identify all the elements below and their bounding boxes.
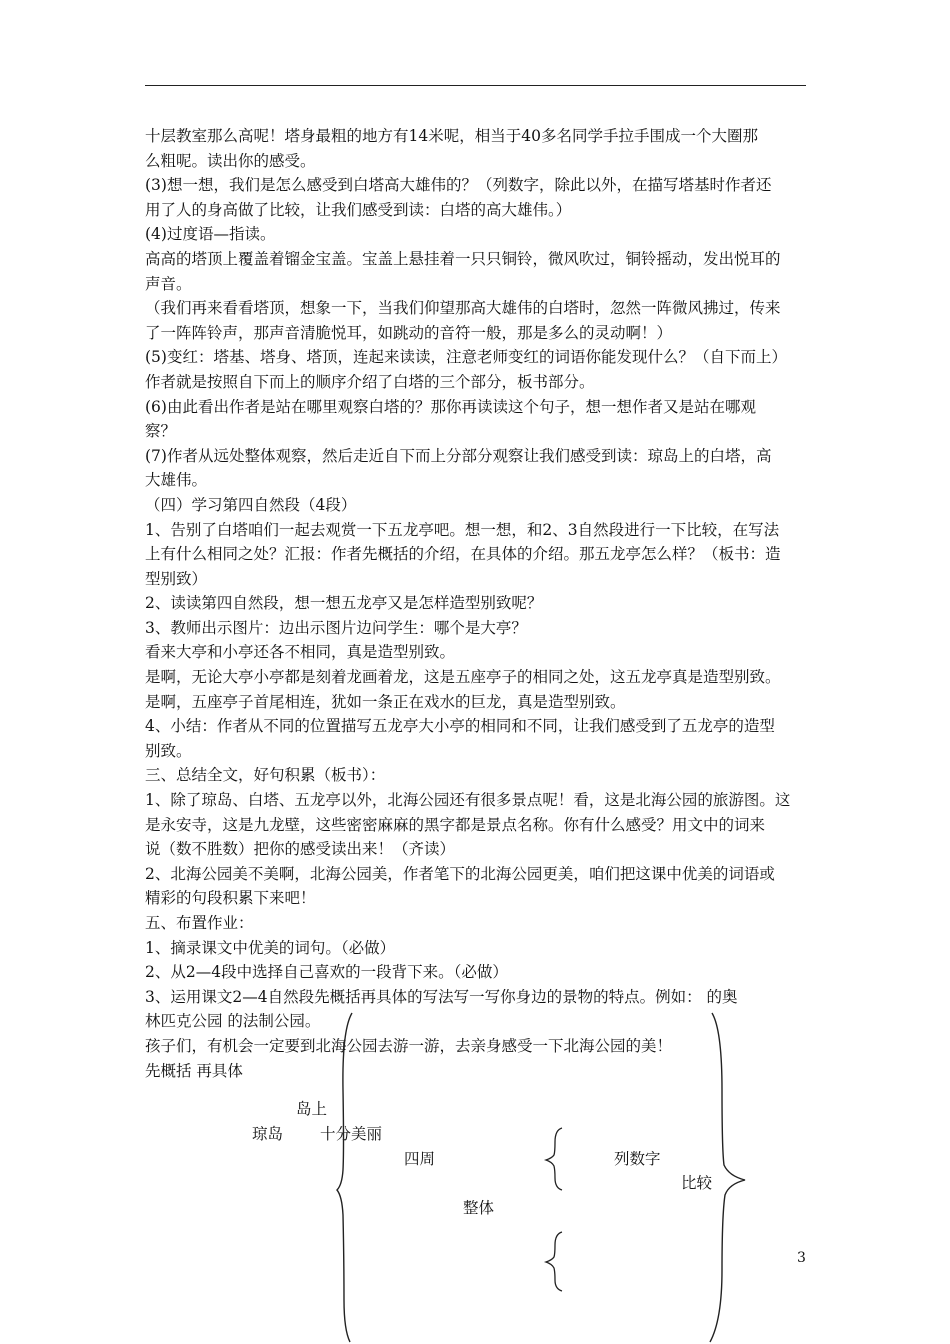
- text-line: 1、摘录课文中优美的词句。（必做）: [145, 938, 396, 957]
- text-line: 2、从2—4段中选择自己喜欢的一段背下来。（必做）: [145, 963, 508, 982]
- text-line: 高高的塔顶上覆盖着镏金宝盖。宝盖上悬挂着一只只铜铃，微风吹过，铜铃摇动，发出悦耳的: [145, 249, 781, 268]
- label-lie-shu-zi: 列数字: [614, 1150, 661, 1168]
- text-line: 1、告别了白塔咱们一起去观赏一下五龙亭吧。想一想，和2、3自然段进行一下比较，在写法: [145, 520, 780, 539]
- text-line: 别致。: [145, 741, 192, 760]
- text-line: 精彩的句段积累下来吧！: [145, 889, 316, 908]
- small-brace-lower: [546, 1232, 562, 1291]
- text-line: 先概括 再具体: [145, 1061, 243, 1080]
- text-line: (7)作者从远处整体观察，然后走近自下而上分部分观察让我们感受到读：琼岛上的白塔，高: [145, 446, 772, 465]
- label-si-zhou: 四周: [404, 1150, 436, 1168]
- small-brace-upper: [546, 1128, 562, 1190]
- text-line: 2、北海公园美不美啊，北海公园美，作者笔下的北海公园更美，咱们把这课中优美的词语或: [145, 864, 775, 883]
- section-heading: 五、布置作业：: [145, 914, 254, 932]
- text-line: 十层教室那么高呢！塔身最粗的地方有14米呢，相当于40多名同学手拉手围成一个大圈那: [145, 127, 758, 145]
- text-line: 3、运用课文2—4自然段先概括再具体的写法写一写你身边的景物的特点。例如： 的奥: [145, 987, 738, 1006]
- text-line: 2、读读第四自然段，想一想五龙亭又是怎样造型别致呢？: [145, 594, 543, 613]
- text-line: 看来大亭和小亭还各不相同，真是造型别致。: [145, 643, 456, 662]
- text-line: 上有什么相同之处？汇报：作者先概括的介绍，在具体的介绍。那五龙亭怎么样？（板书：造: [145, 545, 781, 564]
- label-zheng-ti: 整体: [463, 1199, 495, 1217]
- text-line: 是啊，无论大亭小亭都是刻着龙画着龙，这是五座亭子的相同之处，这五龙亭真是造型别致。: [145, 668, 781, 687]
- text-line: 了一阵阵铃声，那声音清脆悦耳，如跳动的音符一般，那是多么的灵动啊！）: [145, 323, 673, 342]
- text-line: 1、除了琼岛、白塔、五龙亭以外，北海公园还有很多景点呢！看，这是北海公园的旅游图。这: [145, 791, 791, 810]
- text-line: 林匹克公园 的法制公园。: [145, 1012, 321, 1031]
- page-number: 3: [797, 1250, 806, 1266]
- text-line: 3、教师出示图片：边出示图片边问学生：哪个是大亭？: [145, 618, 527, 637]
- large-left-brace: [337, 1013, 352, 1342]
- text-line: 是永安寺，这是九龙壁，这些密密麻麻的黑字都是景点名称。你有什么感受？用文中的词来: [145, 815, 766, 834]
- text-line: 用了人的身高做了比较，让我们感受到读：白塔的高大雄伟。）: [145, 200, 572, 219]
- text-line: 声音。: [145, 274, 192, 293]
- text-line: 么粗呢。读出你的感受。: [145, 151, 316, 170]
- text-line: (3)想一想，我们是怎么感受到白塔高大雄伟的？（列数字，除此以外，在描写塔基时作者还: [145, 176, 772, 195]
- large-right-brace: [710, 1013, 745, 1342]
- text-line: （我们再来看看塔顶，想象一下，当我们仰望那高大雄伟的白塔时，忽然一阵微风拂过，传来: [145, 299, 781, 318]
- label-shi-fen-mei-li: 十分美丽: [320, 1125, 383, 1143]
- text-line: 型别致）: [145, 569, 208, 588]
- section-heading: 三、总结全文，好句积累（板书）：: [145, 766, 386, 785]
- text-line: 察？: [145, 422, 177, 441]
- text-line: 4、小结：作者从不同的位置描写五龙亭大小亭的相同和不同，让我们感受到了五龙亭的造型: [145, 717, 775, 736]
- text-line: (6)由此看出作者是站在哪里观察白塔的？那你再读读这个句子，想一想作者又是站在哪观: [145, 397, 756, 416]
- text-line: (5)变红：塔基、塔身、塔顶，连起来读读，注意老师变红的词语你能发现什么？（自下而上）: [145, 348, 787, 367]
- label-bi-jiao: 比较: [681, 1174, 713, 1192]
- text-line: 说（数不胜数）把你的感受读出来！（齐读）: [145, 840, 456, 859]
- section-heading: （四）学习第四自然段（4段）: [145, 495, 357, 514]
- text-line: 作者就是按照自下而上的顺序介绍了白塔的三个部分，板书部分。: [145, 372, 595, 391]
- text-line: 是啊，五座亭子首尾相连，犹如一条正在戏水的巨龙，真是造型别致。: [145, 692, 626, 711]
- text-line: 孩子们，有机会一定要到北海公园去游一游，去亲身感受一下北海公园的美！: [145, 1036, 673, 1055]
- text-line: (4)过度语—指读。: [145, 225, 276, 244]
- label-qiong-dao: 琼岛: [252, 1125, 284, 1143]
- text-line: 大雄伟。: [145, 471, 208, 490]
- label-dao-shang: 岛上: [296, 1100, 328, 1118]
